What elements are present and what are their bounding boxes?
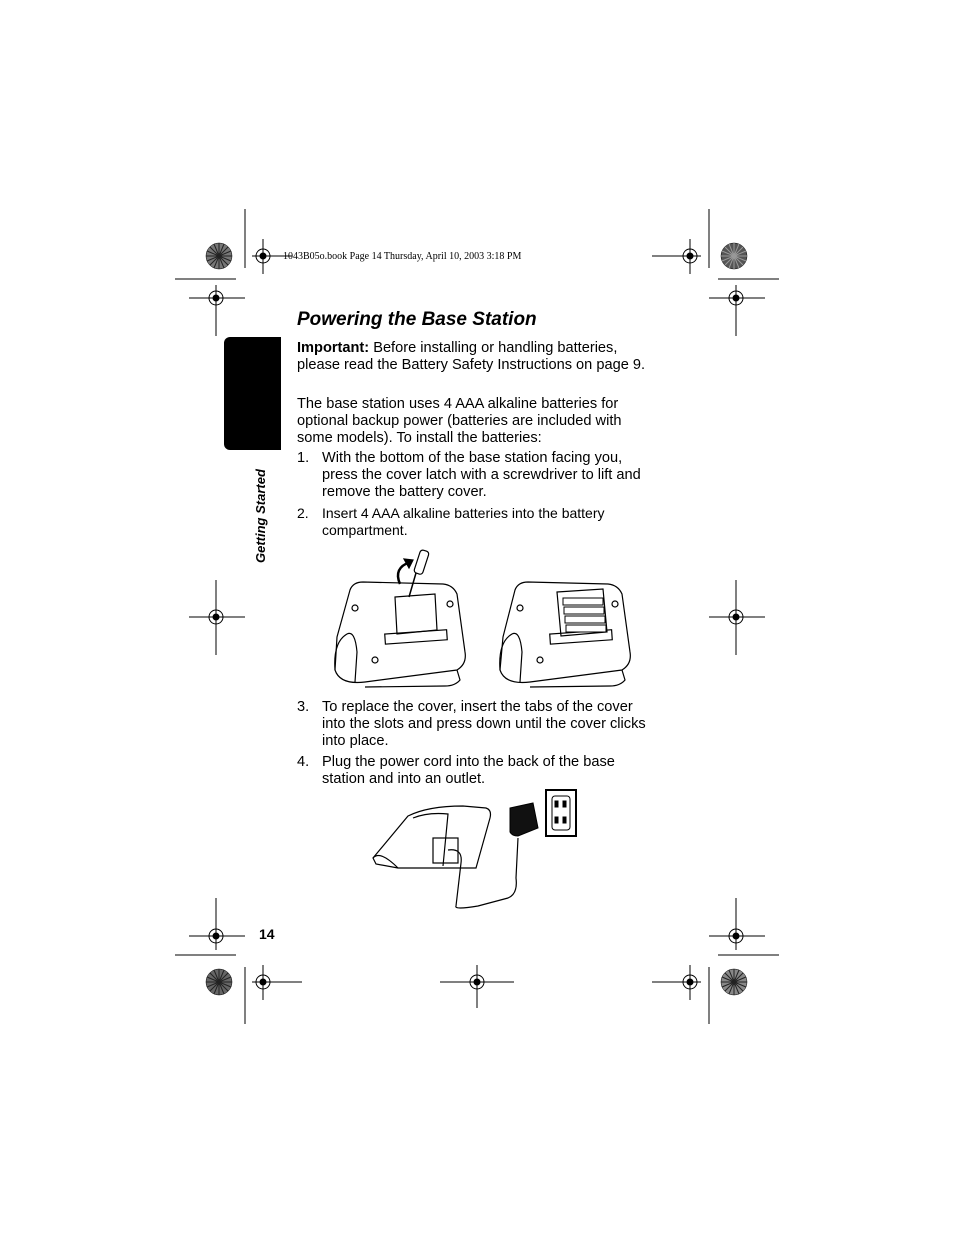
registration-mark-icon [440,965,514,1008]
section-label: Getting Started [253,469,268,563]
registration-mark-icon [252,965,302,1000]
registration-mark-icon [652,965,701,1000]
registration-mark-icon [189,898,245,950]
important-note [297,340,659,374]
registration-mark-icon [709,898,765,950]
registration-mark-icon [652,239,701,274]
print-slug: 1043B05o.book Page 14 Thursday, April 10, 2003 3:18 PM [283,251,522,262]
step-number: 1. [297,450,310,466]
step-number: 3. [297,699,310,715]
wall-outlet-icon [546,790,576,836]
step-text: To replace the cover, insert the tabs of the cover into the slots and press down until the cover clicks into place. [322,699,646,749]
page-number: 14 [259,926,275,942]
important-text: Before installing or handling batteries, please read the Battery Safety Instructions on page 9. [297,340,646,373]
step-number: 4. [297,754,310,770]
important-label: Important: [297,340,370,356]
battery-icon [563,598,606,632]
intro-paragraph: The base station uses 4 AAA alkaline batteries for optional backup power (batteries are included with some models). To install the batteries: [297,396,622,446]
list-item [297,699,659,750]
page-title: Powering the Base Station [297,309,537,330]
step-text: Insert 4 AAA alkaline batteries into the battery compartment. [322,505,605,538]
list-item [297,754,659,788]
registration-mark-icon [709,580,765,655]
registration-mark-icon [189,580,245,655]
radial-target-icon [206,969,232,995]
radial-target-icon [721,243,747,269]
power-adapter-icon [510,803,538,836]
step-text: Plug the power cord into the back of the base station and into an outlet. [322,754,615,787]
step-number: 2. [297,505,309,521]
radial-target-icon [206,243,232,269]
section-thumb-tab [224,337,281,450]
power-cord-illustration [368,788,583,913]
registration-mark-icon [189,285,245,336]
radial-target-icon [721,969,747,995]
step-text: With the bottom of the base station facing you, press the cover latch with a screwdriver to lift and remove the battery cover. [322,450,641,500]
list-item [297,505,659,539]
registration-mark-icon [709,285,765,336]
list-item [297,450,659,501]
battery-install-illustration [325,542,635,690]
screwdriver-icon [409,549,429,597]
